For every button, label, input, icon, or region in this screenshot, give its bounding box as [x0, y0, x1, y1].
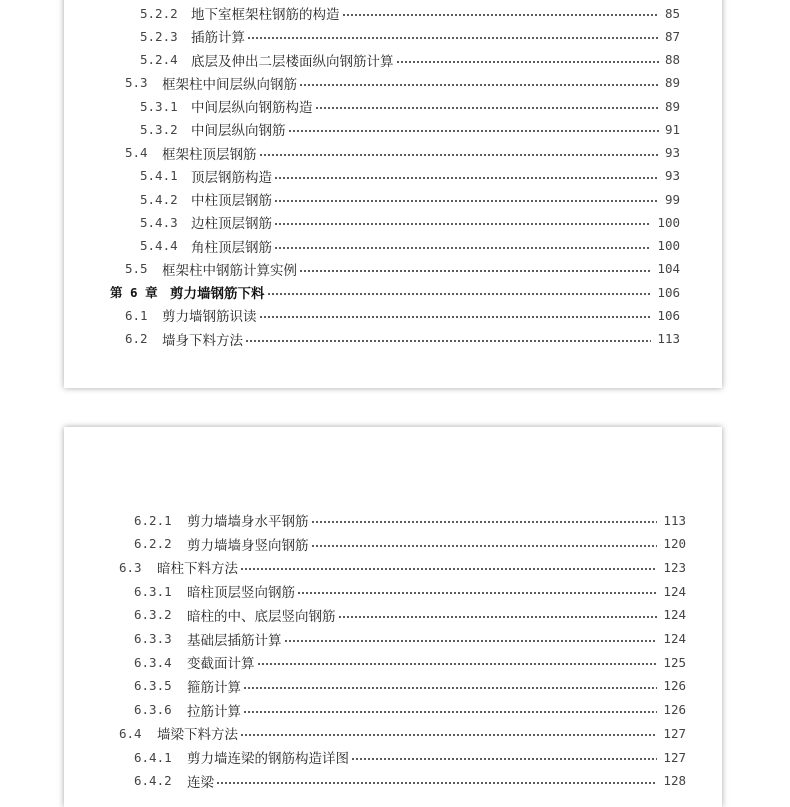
section-title: 墙身下料方法 [162, 332, 243, 349]
dot-leader [396, 50, 659, 70]
page-number: 100 [657, 214, 680, 230]
toc-entry[interactable] [140, 212, 680, 232]
dot-leader [245, 329, 651, 349]
dot-leader [243, 676, 657, 696]
page-number: 120 [663, 536, 686, 552]
section-title: 拉筋计算 [187, 703, 241, 720]
toc-chapter-entry[interactable] [110, 282, 680, 302]
page-number: 125 [663, 654, 686, 670]
section-number: 6.2.1 [134, 512, 172, 528]
section-title: 暗柱顶层竖向钢筋 [187, 585, 295, 602]
page-number: 89 [664, 98, 680, 114]
section-title: 框架柱中间层纵向钢筋 [162, 76, 297, 93]
section-title: 剪力墙墙身竖向钢筋 [187, 537, 309, 554]
page-number: 113 [657, 331, 680, 346]
section-number: 5.5 [125, 261, 148, 277]
section-title: 暗柱的中、底层竖向钢筋 [187, 608, 336, 625]
section-title: 框架柱中钢筋计算实例 [162, 262, 297, 279]
section-title: 顶层钢筋构造 [191, 169, 272, 186]
dot-leader [259, 143, 659, 163]
section-number: 6.1 [125, 307, 148, 323]
section-number: 5.2.3 [140, 28, 178, 44]
section-title: 箍筋计算 [187, 679, 241, 696]
page-number: 124 [663, 607, 686, 623]
section-number: 第 6 章 [110, 285, 158, 300]
section-title: 框架柱顶层钢筋 [162, 146, 257, 163]
dot-leader [216, 771, 657, 791]
section-number: 6.4 [119, 725, 142, 741]
section-title: 地下室框架柱钢筋的构造 [191, 7, 340, 23]
section-number: 5.2.4 [140, 52, 178, 67]
dot-leader [288, 119, 659, 139]
toc-page-2 [64, 427, 722, 807]
page-number: 113 [663, 512, 686, 528]
toc-page-1 [64, 0, 722, 388]
section-title: 中间层纵向钢筋 [191, 123, 286, 140]
toc-entry[interactable] [119, 723, 686, 743]
page-number: 124 [663, 583, 686, 599]
toc-entry[interactable] [134, 534, 686, 554]
toc-entry[interactable] [134, 747, 686, 767]
section-number: 6.3 [119, 559, 142, 575]
section-title: 基础层插筋计算 [187, 632, 282, 649]
dot-leader [274, 189, 659, 209]
page-number: 126 [663, 678, 686, 694]
section-title: 底层及伸出二层楼面纵向钢筋计算 [191, 53, 394, 70]
page-number: 88 [664, 52, 680, 67]
section-number: 5.4.1 [140, 168, 178, 184]
page-number: 100 [657, 238, 680, 253]
toc-entry[interactable] [125, 305, 680, 325]
section-number: 6.3.3 [134, 631, 172, 646]
page-number: 128 [663, 773, 686, 789]
section-number: 5.3.1 [140, 98, 178, 114]
toc-entry[interactable] [134, 676, 686, 696]
dot-leader [315, 96, 659, 116]
section-title: 插筋计算 [191, 30, 245, 47]
page-number: 123 [663, 559, 686, 575]
section-number: 6.2.2 [134, 536, 172, 552]
page-number: 91 [664, 121, 680, 137]
dot-leader [247, 26, 659, 46]
toc-entry[interactable] [125, 259, 680, 279]
section-number: 5.2.2 [140, 5, 178, 21]
toc-entry[interactable] [140, 26, 680, 46]
toc-entry[interactable] [140, 50, 680, 70]
section-number: 5.4 [125, 145, 148, 160]
dot-leader [240, 723, 657, 743]
section-title: 剪力墙钢筋下料 [170, 286, 265, 302]
dot-leader [297, 581, 657, 601]
dot-leader [240, 557, 657, 577]
section-title: 剪力墙墙身水平钢筋 [187, 514, 309, 530]
dot-leader [257, 652, 658, 672]
page-number: 89 [664, 75, 680, 91]
toc-entry[interactable] [134, 581, 686, 601]
section-number: 6.4.1 [134, 749, 172, 765]
section-title: 连梁 [187, 774, 214, 791]
toc-entry[interactable] [140, 96, 680, 116]
toc-entry[interactable] [140, 189, 680, 209]
toc-entry[interactable] [134, 605, 686, 625]
section-title: 中柱顶层钢筋 [191, 193, 272, 209]
page-number: 85 [664, 5, 680, 21]
dot-leader [342, 3, 659, 23]
section-number: 6.2 [125, 331, 148, 346]
dot-leader [311, 510, 658, 530]
page-number: 126 [663, 702, 686, 718]
toc-entry[interactable] [134, 652, 686, 672]
section-number: 5.4.4 [140, 238, 178, 253]
page-number: 124 [663, 631, 686, 646]
toc-entry[interactable] [140, 236, 680, 256]
section-title: 剪力墙钢筋识读 [162, 309, 257, 326]
toc-entry[interactable] [140, 166, 680, 186]
page-number: 104 [657, 261, 680, 277]
section-number: 6.3.4 [134, 654, 172, 670]
dot-leader [274, 212, 651, 232]
dot-leader [267, 282, 652, 302]
section-title: 角柱顶层钢筋 [191, 239, 272, 256]
section-number: 5.3.2 [140, 121, 178, 137]
toc-entry[interactable] [125, 73, 680, 93]
section-number: 5.4.2 [140, 191, 178, 207]
page-number: 99 [664, 191, 680, 207]
toc-entry[interactable] [125, 143, 680, 163]
page-number: 127 [663, 749, 686, 765]
dot-leader [311, 534, 658, 554]
section-number: 6.3.2 [134, 607, 172, 623]
section-title: 中间层纵向钢筋构造 [191, 100, 313, 116]
dot-leader [284, 629, 658, 649]
dot-leader [274, 236, 651, 256]
page-number: 93 [664, 145, 680, 160]
dot-leader [338, 605, 658, 625]
toc-entry[interactable] [125, 329, 680, 349]
section-number: 6.3.5 [134, 678, 172, 694]
dot-leader [351, 747, 657, 767]
dot-leader [259, 305, 652, 325]
toc-entry[interactable] [134, 629, 686, 649]
section-number: 5.3 [125, 75, 148, 91]
section-number: 6.3.6 [134, 702, 172, 718]
toc-entry[interactable] [140, 119, 680, 139]
page-number: 106 [657, 284, 680, 300]
page-number: 127 [663, 725, 686, 741]
toc-entry[interactable] [134, 510, 686, 530]
dot-leader [243, 700, 657, 720]
page-number: 93 [664, 168, 680, 184]
page-number: 106 [657, 307, 680, 323]
section-title: 墙梁下料方法 [157, 727, 238, 744]
dot-leader [274, 166, 659, 186]
section-title: 变截面计算 [187, 656, 255, 673]
section-number: 6.3.1 [134, 583, 172, 599]
section-number: 5.4.3 [140, 214, 178, 230]
toc-entry[interactable] [134, 771, 686, 791]
toc-entry[interactable] [119, 557, 686, 577]
section-title: 边柱顶层钢筋 [191, 216, 272, 233]
toc-entry[interactable] [140, 3, 680, 23]
section-number: 6.4.2 [134, 773, 172, 789]
dot-leader [299, 259, 651, 279]
toc-entry[interactable] [134, 700, 686, 720]
section-title: 剪力墙连梁的钢筋构造详图 [187, 751, 349, 767]
page-number: 87 [664, 28, 680, 44]
section-title: 暗柱下料方法 [157, 561, 238, 578]
dot-leader [299, 73, 659, 93]
